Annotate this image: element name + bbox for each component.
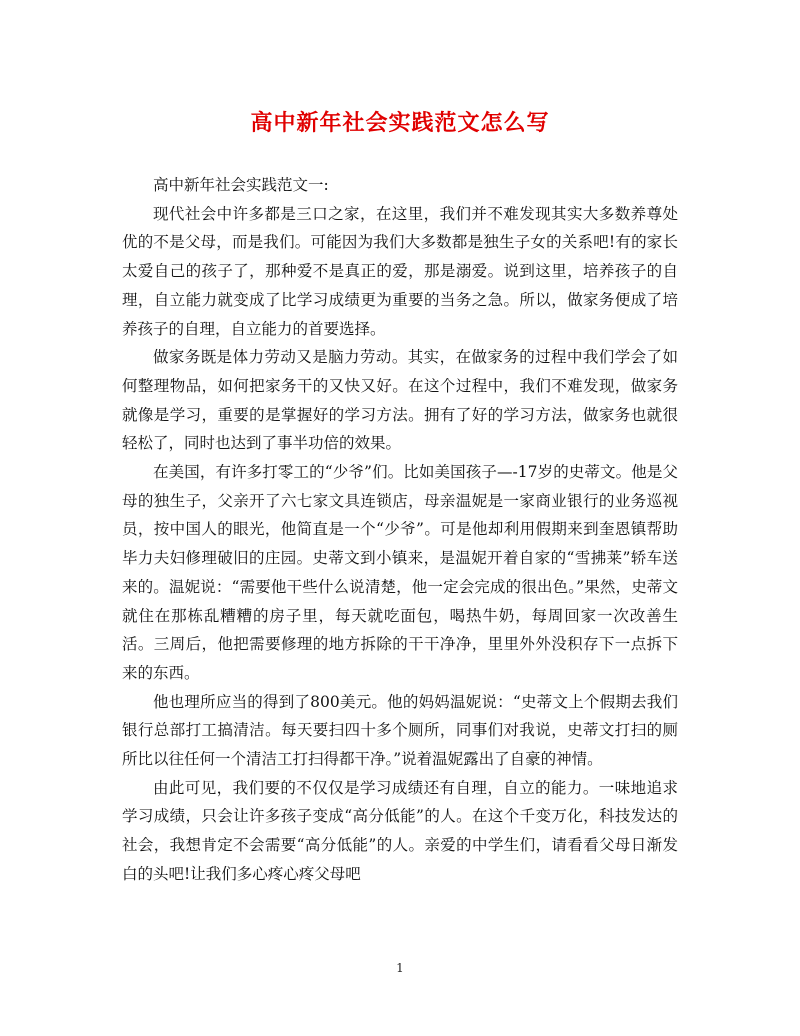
- document-title: 高中新年社会实践范文怎么写: [250, 110, 550, 136]
- page-number: 1: [396, 961, 404, 975]
- paragraph-heading: 高中新年社会实践范文一:: [153, 176, 329, 194]
- document-body: [122, 171, 678, 889]
- paragraph: 现代社会中许多都是三口之家，在这里，我们并不难发现其实大多数养尊处优的不是父母，而是我们。可能因为我们大多数都是独生子女的关系吧!有的家长太爱自己的孩子了，那种爱不是真正的爱，那是溺爱。说到这里，培养孩子的自理，自立能力就变成了比学习成绩更为重要的当务之急。所以，做家务便成了培养孩子的自理，自立能力的首要选择。: [122, 204, 678, 338]
- paragraph: 由此可见，我们要的不仅仅是学习成绩还有自理，自立的能力。一味地追求学习成绩，只会让许多孩子变成“高分低能”的人。在这个千变万化，科技发达的社会，我想肯定不会需要“高分低能”的人。亲爱的中学生们，请看看父母日渐发白的头吧!让我们多心疼心疼父母吧: [122, 778, 678, 883]
- paragraph: 在美国，有许多打零工的“少爷”们。比如美国孩子—-17岁的史蒂文。他是父母的独生子，父亲开了六七家文具连锁店，母亲温妮是一家商业银行的业务巡视员，按中国人的眼光，他简直是一个“少爷”。可是他却利用假期来到奎恩镇帮助毕力夫妇修理破旧的庄园。史蒂文到小镇来，是温妮开着自家的“雪拂莱”轿车送来的。温妮说：“需要他干些什么说清楚，他一定会完成的很出色。”果然，史蒂文就住在那栋乱糟糟的房子里，每天就吃面包，喝热牛奶，每周回家一次改善生活。三周后，他把需要修理的地方拆除的干干净净，里里外外没积存下一点拆下来的东西。: [122, 463, 678, 682]
- paragraph: 他也理所应当的得到了800美元。他的妈妈温妮说：“史蒂文上个假期去我们银行总部打工搞清洁。每天要扫四十多个厕所，同事们对我说，史蒂文打扫的厕所比以往任何一个清洁工打扫得都干净。”说着温妮露出了自豪的神情。: [122, 692, 678, 769]
- paragraph: 做家务既是体力劳动又是脑力劳动。其实，在做家务的过程中我们学会了如何整理物品，如何把家务干的又快又好。在这个过程中，我们不难发现，做家务就像是学习，重要的是掌握好的学习方法。拥有了好的学习方法，做家务也就很轻松了，同时也达到了事半功倍的效果。: [122, 348, 678, 453]
